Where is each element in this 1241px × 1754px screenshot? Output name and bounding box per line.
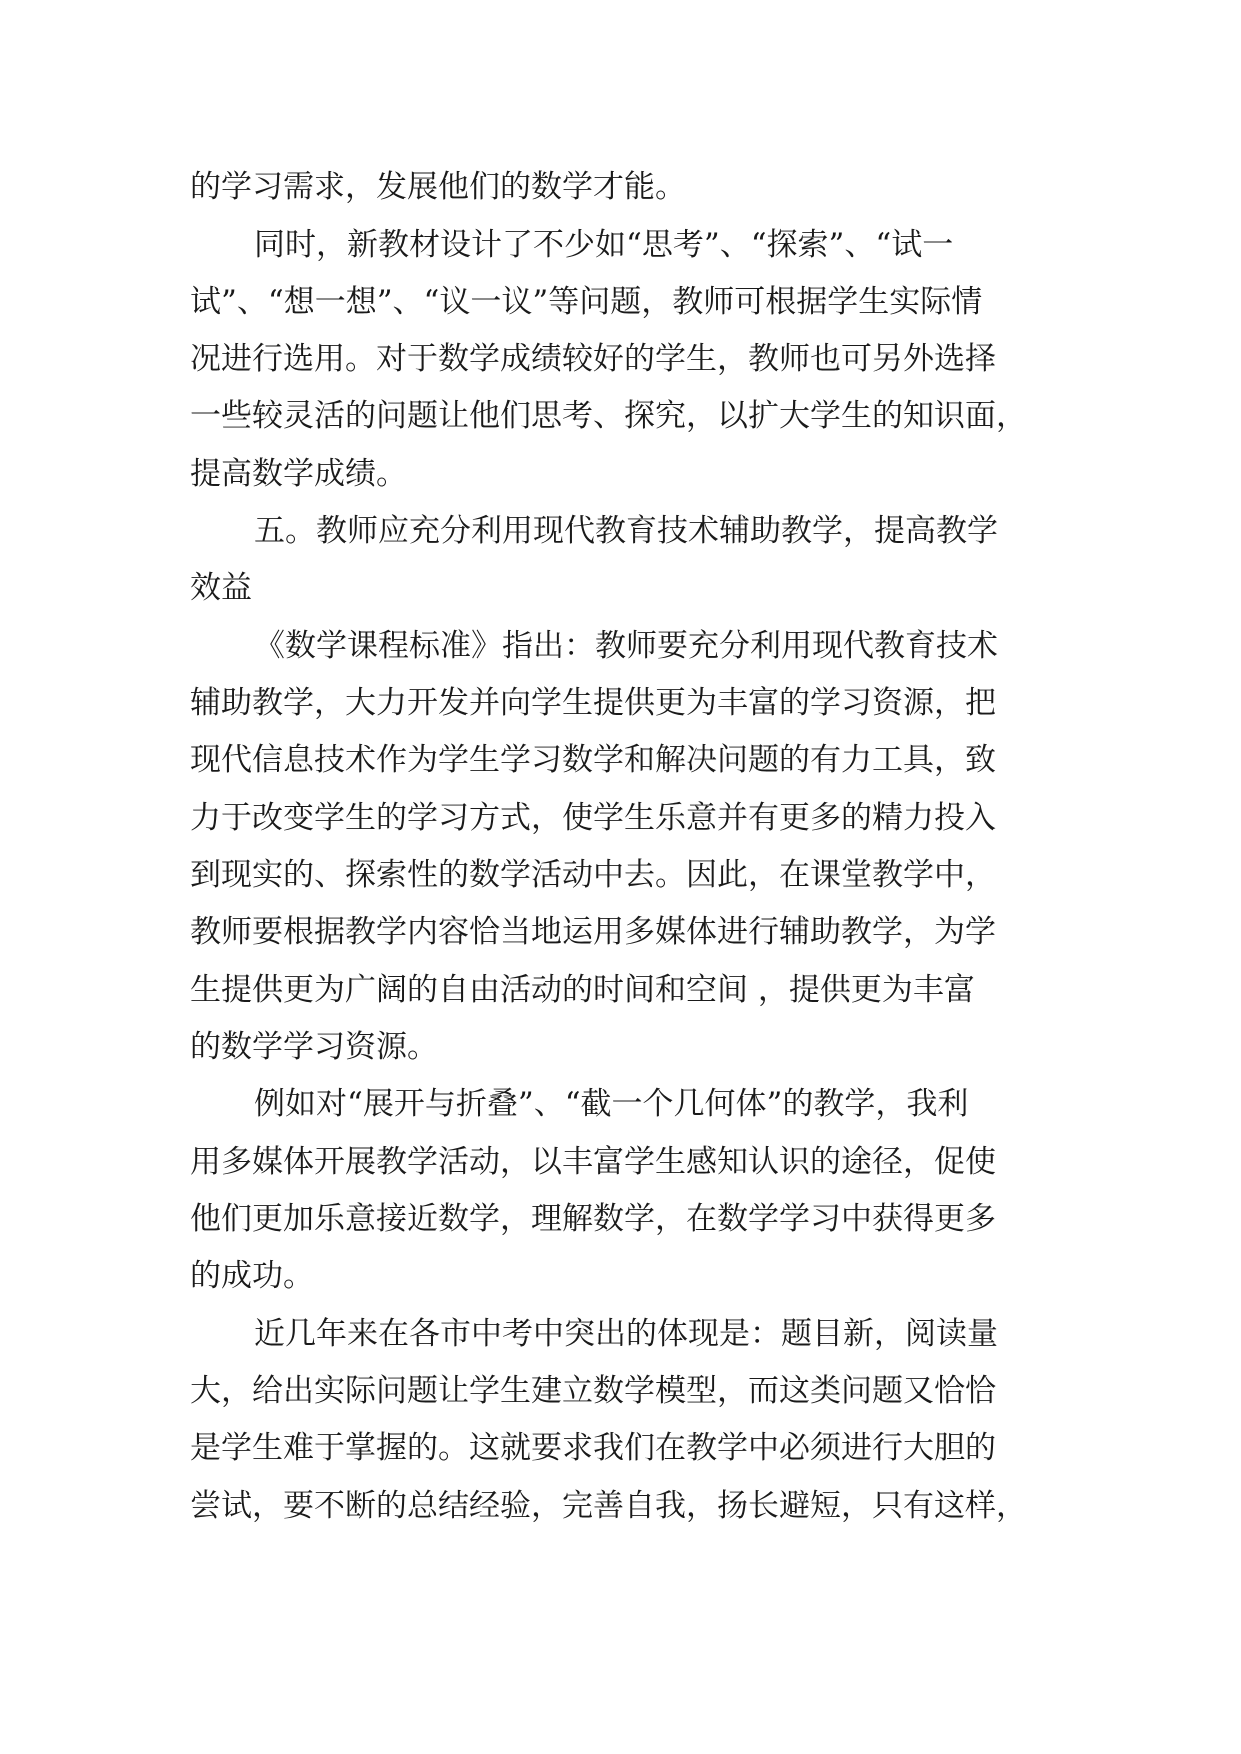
text-line: 况进行选用。对于数学成绩较好的学生，教师也可另外选择 [190,341,996,377]
text-line: 尝试，要不断的总结经验，完善自我，扬长避短，只有这样， [190,1488,1027,1524]
paragraph-start-line: 例如对“展开与折叠”、“截一个几何体”的教学，我利 [254,1086,969,1122]
text-line: 的数学学习资源。 [190,1029,438,1065]
text-line: 教师要根据教学内容恰当地运用多媒体进行辅助教学，为学 [190,914,996,950]
paragraph-start-line: 同时，新教材设计了不少如“思考”、“探索”、“试一 [254,227,954,263]
paragraph-start-line: 《数学课程标准》指出：教师要充分利用现代教育技术 [254,628,998,664]
text-line: 现代信息技术作为学生学习数学和解决问题的有力工具，致 [190,742,996,778]
text-line: 辅助教学，大力开发并向学生提供更为丰富的学习资源，把 [190,685,996,721]
text-line: 是学生难于掌握的。这就要求我们在教学中必须进行大胆的 [190,1430,996,1466]
text-line: 力于改变学生的学习方式，使学生乐意并有更多的精力投入 [190,800,996,836]
text-line: 到现实的、探索性的数学活动中去。因此，在课堂教学中， [190,857,996,893]
text-line: 的成功。 [190,1258,314,1294]
paragraph-start-line: 近几年来在各市中考中突出的体现是：题目新，阅读量 [254,1316,998,1352]
text-line: 一些较灵活的问题让他们思考、探究，以扩大学生的知识面， [190,398,1027,434]
text-line: 试”、“想一想”、“议一议”等问题，教师可根据学生实际情 [190,284,983,320]
text-line: 提高数学成绩。 [190,456,407,492]
text-line: 用多媒体开展教学活动，以丰富学生感知认识的途径，促使 [190,1144,996,1180]
text-line: 他们更加乐意接近数学，理解数学，在数学学习中获得更多 [190,1201,996,1237]
text-line: 的学习需求，发展他们的数学才能。 [190,169,686,205]
section-heading-line: 五。教师应充分利用现代教育技术辅助教学，提高教学 [254,513,998,549]
section-heading-line: 效益 [190,570,252,606]
text-line: 生提供更为广阔的自由活动的时间和空间 ，提供更为丰富 [190,972,975,1008]
text-line: 大，给出实际问题让学生建立数学模型，而这类问题又恰恰 [190,1373,996,1409]
